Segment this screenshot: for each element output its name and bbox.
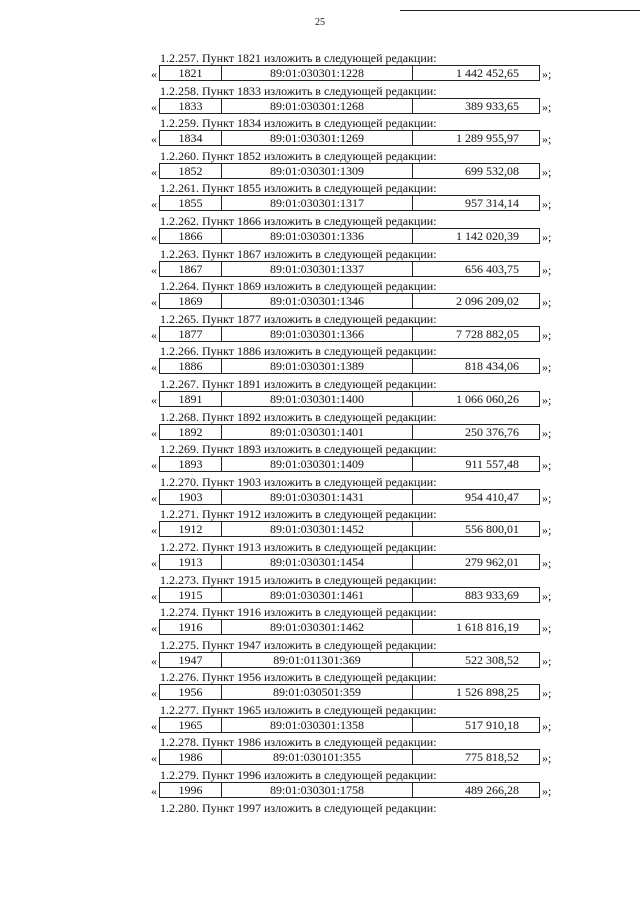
open-quote: «	[151, 653, 157, 668]
open-quote: «	[151, 718, 157, 733]
close-quote: »;	[542, 262, 552, 277]
item-number-cell: 1965	[160, 718, 222, 732]
amendment-instruction: 1.2.259. Пункт 1834 изложить в следующей редакции:	[160, 116, 437, 131]
amendment-row	[0, 456, 640, 474]
amendment-instruction: 1.2.279. Пункт 1996 изложить в следующей редакции:	[160, 768, 437, 783]
table-row	[159, 163, 540, 179]
cadastral-number-cell: 89:01:030301:1461	[222, 588, 413, 602]
table-row	[159, 261, 540, 277]
item-number-cell: 1956	[160, 685, 222, 699]
amendment-row	[0, 717, 640, 735]
amendment-entry	[0, 769, 640, 802]
table-row	[159, 65, 540, 81]
open-quote: «	[151, 164, 157, 179]
cadastral-value-cell: 883 933,69	[465, 587, 519, 602]
amendment-entry	[0, 313, 640, 346]
table-row	[159, 489, 540, 505]
amendment-entry	[0, 639, 640, 672]
amendment-entry	[0, 671, 640, 704]
cadastral-value-cell: 775 818,52	[465, 750, 519, 765]
cadastral-value-cell: 1 289 955,97	[456, 131, 519, 146]
item-number-cell: 1986	[160, 750, 222, 764]
item-number-cell: 1866	[160, 229, 222, 243]
item-number-cell: 1916	[160, 620, 222, 634]
table-row	[159, 652, 540, 668]
cadastral-number-cell: 89:01:011301:369	[222, 653, 413, 667]
amendment-row	[0, 228, 640, 246]
open-quote: «	[151, 360, 157, 375]
cadastral-number-cell: 89:01:030301:1346	[222, 294, 413, 308]
table-row	[159, 554, 540, 570]
amendment-entry	[0, 411, 640, 444]
amendment-entry	[0, 182, 640, 215]
page-number: 25	[315, 17, 325, 28]
cadastral-value-cell: 2 096 209,02	[456, 294, 519, 309]
amendment-row	[0, 587, 640, 605]
amendment-instruction: 1.2.276. Пункт 1956 изложить в следующей редакции:	[160, 670, 437, 685]
amendment-row	[0, 261, 640, 279]
item-number-cell: 1886	[160, 359, 222, 373]
amendment-row	[0, 163, 640, 181]
amendment-row	[0, 130, 640, 148]
amendment-instruction: 1.2.268. Пункт 1892 изложить в следующей редакции:	[160, 409, 437, 424]
amendment-entry	[0, 443, 640, 476]
cadastral-number-cell: 89:01:030301:1431	[222, 490, 413, 504]
amendment-row	[0, 782, 640, 800]
amendment-row	[0, 358, 640, 376]
open-quote: «	[151, 67, 157, 81]
amendment-row	[0, 684, 640, 702]
close-quote: »;	[542, 621, 552, 636]
amendment-instruction: 1.2.262. Пункт 1866 изложить в следующей редакции:	[160, 213, 437, 228]
amendment-entry	[0, 345, 640, 378]
cadastral-number-cell: 89:01:030301:1317	[222, 196, 413, 210]
open-quote: «	[151, 784, 157, 799]
open-quote: «	[151, 621, 157, 636]
open-quote: «	[151, 132, 157, 147]
item-number-cell: 1833	[160, 99, 222, 113]
table-row	[159, 424, 540, 440]
item-number-cell: 1903	[160, 490, 222, 504]
close-quote: »;	[542, 523, 552, 538]
table-row	[159, 326, 540, 342]
amendment-entry	[0, 248, 640, 281]
table-row	[159, 587, 540, 603]
cadastral-number-cell: 89:01:030301:1309	[222, 164, 413, 178]
close-quote: »;	[542, 164, 552, 179]
cadastral-value-cell: 279 962,01	[465, 554, 519, 569]
amendment-entry	[0, 574, 640, 607]
cadastral-value-cell: 517 910,18	[465, 717, 519, 732]
close-quote: »;	[542, 555, 552, 570]
table-row	[159, 456, 540, 472]
cadastral-value-cell: 656 403,75	[465, 261, 519, 276]
amendment-row	[0, 619, 640, 637]
amendment-entry	[0, 476, 640, 509]
cadastral-number-cell: 89:01:030301:1366	[222, 327, 413, 341]
amendment-entry	[0, 280, 640, 313]
amendment-entry	[0, 85, 640, 118]
close-quote: »;	[542, 718, 552, 733]
close-quote: »;	[542, 588, 552, 603]
open-quote: «	[151, 458, 157, 473]
cadastral-value-cell: 954 410,47	[465, 489, 519, 504]
cadastral-value-cell: 911 557,48	[465, 457, 519, 472]
open-quote: «	[151, 425, 157, 440]
close-quote: »;	[542, 327, 552, 342]
amendment-instruction: 1.2.275. Пункт 1947 изложить в следующей редакции:	[160, 637, 437, 652]
close-quote: »;	[542, 67, 552, 81]
cadastral-number-cell: 89:01:030301:1268	[222, 99, 413, 113]
item-number-cell: 1877	[160, 327, 222, 341]
amendment-instruction: 1.2.257. Пункт 1821 изложить в следующей редакции:	[160, 51, 437, 65]
document-body	[0, 52, 640, 802]
table-row	[159, 717, 540, 733]
amendment-instruction: 1.2.272. Пункт 1913 изложить в следующей редакции:	[160, 539, 437, 554]
close-quote: »;	[542, 360, 552, 375]
close-quote: »;	[542, 751, 552, 766]
cadastral-number-cell: 89:01:030301:1389	[222, 359, 413, 373]
amendment-row	[0, 489, 640, 507]
amendment-row	[0, 554, 640, 572]
close-quote: »;	[542, 784, 552, 799]
close-quote: »;	[542, 653, 552, 668]
item-number-cell: 1912	[160, 522, 222, 536]
amendment-row	[0, 65, 640, 83]
cadastral-number-cell: 89:01:030301:1401	[222, 425, 413, 439]
close-quote: »;	[542, 425, 552, 440]
open-quote: «	[151, 751, 157, 766]
amendment-row	[0, 326, 640, 344]
amendment-row	[0, 424, 640, 442]
item-number-cell: 1869	[160, 294, 222, 308]
open-quote: «	[151, 588, 157, 603]
amendment-row	[0, 98, 640, 116]
cadastral-value-cell: 389 933,65	[465, 98, 519, 113]
amendment-instruction: 1.2.277. Пункт 1965 изложить в следующей редакции:	[160, 702, 437, 717]
table-row	[159, 619, 540, 635]
amendment-instruction: 1.2.271. Пункт 1912 изложить в следующей редакции:	[160, 507, 437, 522]
amendment-row	[0, 293, 640, 311]
cadastral-value-cell: 556 800,01	[465, 522, 519, 537]
table-row	[159, 521, 540, 537]
open-quote: «	[151, 99, 157, 114]
table-row	[159, 195, 540, 211]
amendment-instruction: 1.2.258. Пункт 1833 изложить в следующей редакции:	[160, 83, 437, 98]
amendment-entry	[0, 736, 640, 769]
final-instruction: 1.2.280. Пункт 1997 изложить в следующей редакции:	[160, 800, 437, 815]
close-quote: »;	[542, 458, 552, 473]
cadastral-value-cell: 1 142 020,39	[456, 228, 519, 243]
amendment-instruction: 1.2.273. Пункт 1915 изложить в следующей редакции:	[160, 572, 437, 587]
open-quote: «	[151, 229, 157, 244]
close-quote: »;	[542, 99, 552, 114]
item-number-cell: 1891	[160, 392, 222, 406]
amendment-instruction: 1.2.274. Пункт 1916 изложить в следующей редакции:	[160, 605, 437, 620]
cadastral-number-cell: 89:01:030301:1336	[222, 229, 413, 243]
cadastral-number-cell: 89:01:030301:1337	[222, 262, 413, 276]
amendment-entry	[0, 150, 640, 183]
amendment-entry	[0, 508, 640, 541]
cadastral-value-cell: 818 434,06	[465, 359, 519, 374]
amendment-instruction: 1.2.278. Пункт 1986 изложить в следующей редакции:	[160, 735, 437, 750]
amendment-instruction: 1.2.270. Пункт 1903 изложить в следующей редакции:	[160, 474, 437, 489]
amendment-entry	[0, 541, 640, 574]
item-number-cell: 1852	[160, 164, 222, 178]
amendment-entry	[0, 606, 640, 639]
open-quote: «	[151, 523, 157, 538]
cadastral-number-cell: 89:01:030301:1758	[222, 783, 413, 797]
amendment-entry	[0, 117, 640, 150]
cadastral-number-cell: 89:01:030301:1409	[222, 457, 413, 471]
close-quote: »;	[542, 490, 552, 505]
amendment-entry	[0, 52, 640, 85]
cadastral-value-cell: 489 266,28	[465, 783, 519, 798]
cadastral-number-cell: 89:01:030301:1462	[222, 620, 413, 634]
open-quote: «	[151, 295, 157, 310]
open-quote: «	[151, 555, 157, 570]
cadastral-number-cell: 89:01:030501:359	[222, 685, 413, 699]
cadastral-value-cell: 957 314,14	[465, 196, 519, 211]
open-quote: «	[151, 262, 157, 277]
cadastral-value-cell: 699 532,08	[465, 163, 519, 178]
cadastral-value-cell: 1 618 816,19	[456, 620, 519, 635]
table-row	[159, 391, 540, 407]
cadastral-value-cell: 1 066 060,26	[456, 391, 519, 406]
item-number-cell: 1947	[160, 653, 222, 667]
amendment-instruction: 1.2.267. Пункт 1891 изложить в следующей редакции:	[160, 376, 437, 391]
open-quote: «	[151, 327, 157, 342]
cadastral-number-cell: 89:01:030301:1269	[222, 131, 413, 145]
cadastral-number-cell: 89:01:030301:1454	[222, 555, 413, 569]
amendment-entry	[0, 378, 640, 411]
open-quote: «	[151, 686, 157, 701]
amendment-instruction: 1.2.269. Пункт 1893 изложить в следующей редакции:	[160, 442, 437, 457]
table-row	[159, 684, 540, 700]
amendment-instruction: 1.2.266. Пункт 1886 изложить в следующей редакции:	[160, 344, 437, 359]
table-row	[159, 228, 540, 244]
amendment-row	[0, 391, 640, 409]
cadastral-number-cell: 89:01:030301:1400	[222, 392, 413, 406]
cadastral-value-cell: 522 308,52	[465, 652, 519, 667]
item-number-cell: 1913	[160, 555, 222, 569]
amendment-entry	[0, 215, 640, 248]
open-quote: «	[151, 490, 157, 505]
table-row	[159, 782, 540, 798]
item-number-cell: 1893	[160, 457, 222, 471]
amendment-row	[0, 195, 640, 213]
cadastral-value-cell: 1 526 898,25	[456, 685, 519, 700]
amendment-instruction: 1.2.261. Пункт 1855 изложить в следующей редакции:	[160, 181, 437, 196]
table-row	[159, 293, 540, 309]
amendment-instruction: 1.2.265. Пункт 1877 изложить в следующей редакции:	[160, 311, 437, 326]
item-number-cell: 1867	[160, 262, 222, 276]
close-quote: »;	[542, 392, 552, 407]
close-quote: »;	[542, 132, 552, 147]
close-quote: »;	[542, 229, 552, 244]
item-number-cell: 1834	[160, 131, 222, 145]
amendment-row	[0, 521, 640, 539]
cadastral-number-cell: 89:01:030301:1358	[222, 718, 413, 732]
cadastral-value-cell: 250 376,76	[465, 424, 519, 439]
cadastral-value-cell: 1 442 452,65	[456, 66, 519, 80]
item-number-cell: 1996	[160, 783, 222, 797]
item-number-cell: 1892	[160, 425, 222, 439]
amendment-instruction: 1.2.260. Пункт 1852 изложить в следующей редакции:	[160, 148, 437, 163]
table-row	[159, 98, 540, 114]
close-quote: »;	[542, 197, 552, 212]
top-rule	[400, 10, 640, 11]
item-number-cell: 1821	[160, 66, 222, 80]
cadastral-number-cell: 89:01:030101:355	[222, 750, 413, 764]
open-quote: «	[151, 392, 157, 407]
table-row	[159, 749, 540, 765]
item-number-cell: 1855	[160, 196, 222, 210]
open-quote: «	[151, 197, 157, 212]
amendment-instruction: 1.2.264. Пункт 1869 изложить в следующей редакции:	[160, 279, 437, 294]
cadastral-number-cell: 89:01:030301:1452	[222, 522, 413, 536]
amendment-row	[0, 749, 640, 767]
cadastral-number-cell: 89:01:030301:1228	[222, 66, 413, 80]
table-row	[159, 130, 540, 146]
item-number-cell: 1915	[160, 588, 222, 602]
close-quote: »;	[542, 295, 552, 310]
amendment-instruction: 1.2.263. Пункт 1867 изложить в следующей редакции:	[160, 246, 437, 261]
close-quote: »;	[542, 686, 552, 701]
table-row	[159, 358, 540, 374]
amendment-entry	[0, 704, 640, 737]
cadastral-value-cell: 7 728 882,05	[456, 326, 519, 341]
amendment-row	[0, 652, 640, 670]
